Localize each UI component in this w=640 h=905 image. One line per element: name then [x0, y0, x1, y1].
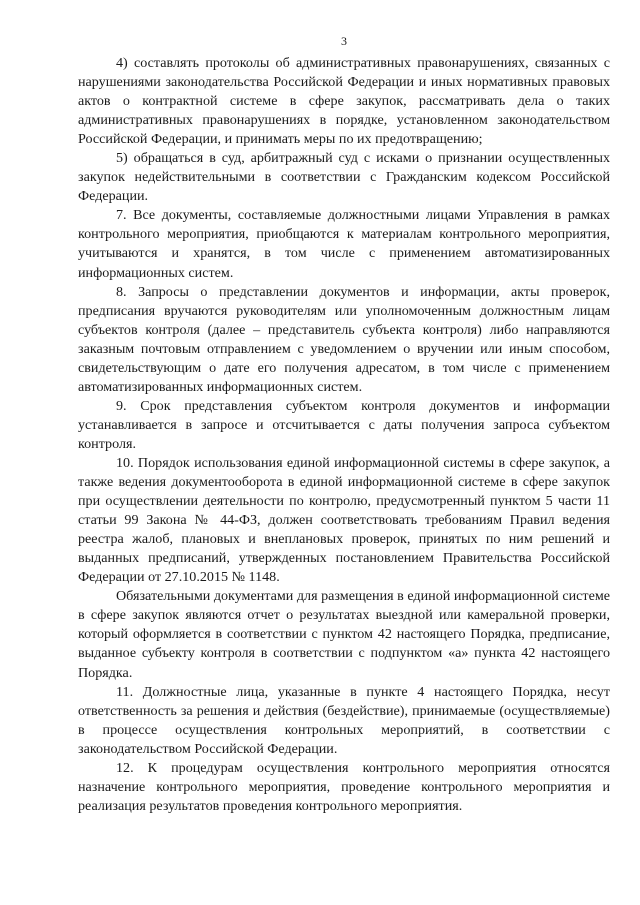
- paragraph-item-4: 4) составлять протоколы об административных правонарушениях, связанных с нарушениями законодательства Российской Федерации и иных нормативных правовых актов о контрактной системе в сфере закупок, рассматривать дела о таких административных правонарушениях в порядке, установленном законодательством Российской Федерации, и принимать меры по их предотвращению;: [78, 55, 610, 148]
- paragraph-clause-11: 11. Должностные лица, указанные в пункте 4 настоящего Порядка, несут ответственность за решения и действия (бездействие), принимаемые (осуществляемые) в процессе осуществления контрольных мероприятий, в соответствии с законодательством Российской Федерации.: [78, 683, 610, 757]
- paragraph-clause-12: 12. К процедурам осуществления контрольного мероприятия относятся назначение контрольного мероприятия, проведение контрольного мероприятия и реализация результатов проведения контрольного мероприятия.: [78, 759, 610, 814]
- paragraph-clause-8: 8. Запросы о представлении документов и информации, акты проверок, предписания вручаются руководителям или уполномоченным должностным лицам субъектов контроля (далее – представитель субъекта контроля) либо направляются заказным почтовым отправлением с уведомлением о вручении или иным способом, свидетельствующим о дате его получения адресатом, в том числе с применением автоматизированных информационных систем.: [78, 283, 610, 395]
- document-page: [78, 34, 610, 816]
- paragraph-clause-10: 10. Порядок использования единой информационной системы в сфере закупок, а также ведения документооборота в единой информационной системе в сфере закупок при осуществлении деятельности по контролю, предусмотренный пунктом 5 части 11 статьи 99 Закона № 44-ФЗ, должен соответствовать требованиям Правил ведения реестра жалоб, плановых и внеплановых проверок, принятых по ним решений и выданных предписаний, утвержденных постановлением Правительства Российской Федерации от 27.10.2015 № 1148.: [78, 454, 610, 586]
- paragraph-clause-7: 7. Все документы, составляемые должностными лицами Управления в рамках контрольного мероприятия, приобщаются к материалам контрольного мероприятия, учитываются и хранятся, в том числе с применением автоматизированных информационных систем.: [78, 207, 610, 281]
- page-number: 3: [341, 34, 347, 48]
- paragraph-mandatory-documents: Обязательными документами для размещения в единой информационной системе в сфере закупок являются отчет о результатах выездной или камеральной проверки, который оформляется в соответствии с пунктом 42 настоящего Порядка, предписание, выданное субъекту контроля в соответствии с подпунктом «а» пункта 42 настоящего Порядка.: [78, 588, 610, 681]
- paragraph-item-5: 5) обращаться в суд, арбитражный суд с исками о признании осуществленных закупок недействительными в соответствии с Гражданским кодексом Российской Федерации.: [78, 150, 610, 205]
- paragraph-clause-9: 9. Срок представления субъектом контроля документов и информации устанавливается в запросе и отсчитывается с даты получения запроса субъектом контроля.: [78, 397, 610, 452]
